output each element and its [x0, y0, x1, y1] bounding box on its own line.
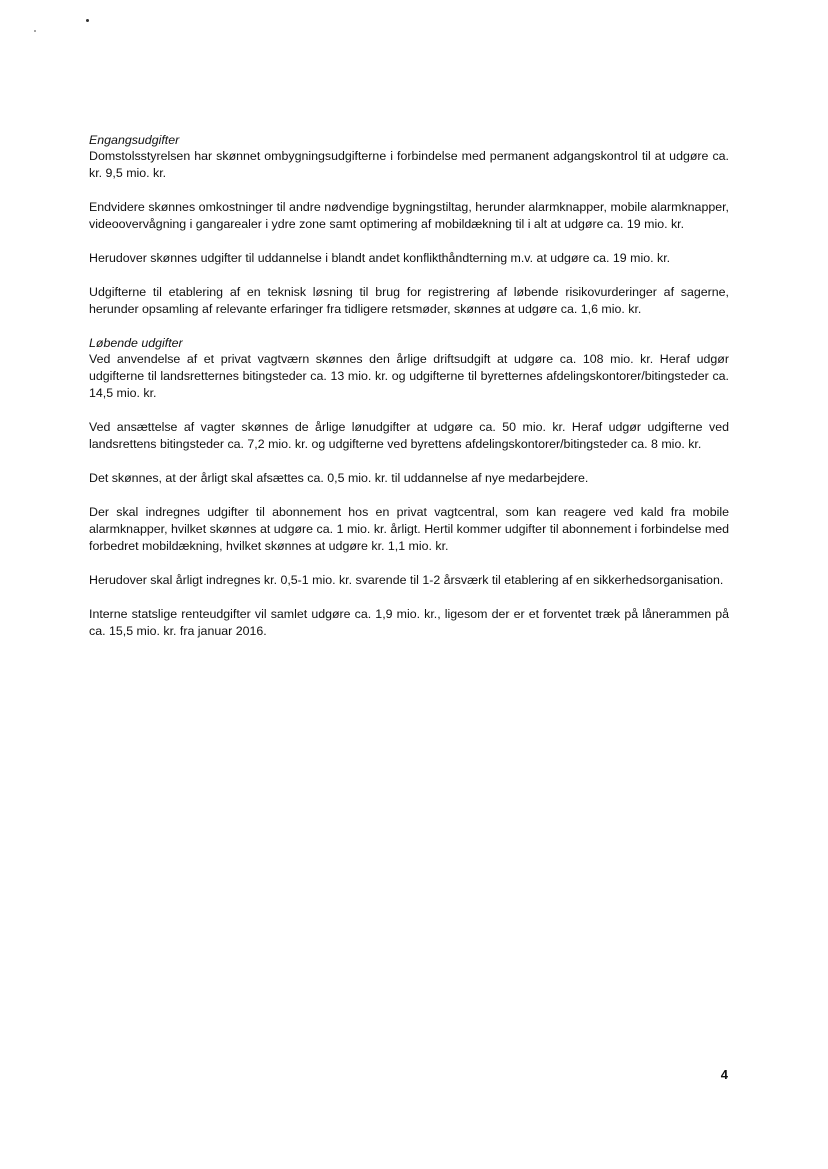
- paragraph: Det skønnes, at der årligt skal afsættes ca. 0,5 mio. kr. til uddannelse af nye medarbejdere.: [89, 471, 589, 485]
- paragraph: Interne statslige renteudgifter vil samlet udgøre ca. 1,9 mio. kr., ligesom der er et forventet træk på lånerammen på ca. 15,5 mio. kr. fra januar 2016.: [89, 607, 729, 638]
- paragraph: Herudover skønnes udgifter til uddannelse i blandt andet konflikthåndterning m.v. at udgøre ca. 19 mio. kr.: [89, 251, 671, 265]
- paragraph: Ved ansættelse af vagter skønnes de årlige lønudgifter at udgøre ca. 50 mio. kr. Heraf udgør udgifterne ved landsrettens bitingsteder ca. 7,2 mio. kr. og udgifterne ved byrettens afdelingskontorer/bitingsteder ca. 8 mio. kr.: [89, 420, 729, 451]
- section-heading-running-costs: Løbende udgifter: [89, 336, 183, 350]
- paragraph: Herudover skal årligt indregnes kr. 0,5-1 mio. kr. svarende til 1-2 årsværk til etablering af en sikkerhedsorganisation.: [89, 573, 724, 587]
- paragraph: Ved anvendelse af et privat vagtværn skønnes den årlige driftsudgift at udgøre ca. 108 mio. kr. Heraf udgør udgifterne til landsretternes bitingsteder ca. 13 mio. kr. og udgifterne til byretternes afdelingskontorer/bitingsteder ca. 14,5 mio. kr.: [89, 352, 729, 400]
- section-heading-one-off-costs: Engangsudgifter: [89, 133, 180, 147]
- paragraph: Udgifterne til etablering af en teknisk løsning til brug for registrering af løbende risikovurderinger af sagerne, herunder opsamling af relevante erfaringer fra tidligere retsmøder, skønnes at udgøre ca. 1,6 mio. kr.: [89, 285, 729, 316]
- paragraph: Der skal indregnes udgifter til abonnement hos en privat vagtcentral, som kan reagere ved kald fra mobile alarmknapper, hvilket skønnes at udgøre ca. 1 mio. kr. årligt. Hertil kommer udgifter til abonnement i forbindelse med forbedret mobildækning, hvilket skønnes at udgøre kr. 1,1 mio. kr.: [89, 505, 729, 553]
- paragraph: Endvidere skønnes omkostninger til andre nødvendige bygningstiltag, herunder alarmknapper, mobile alarmknapper, videoovervågning i gangarealer i ydre zone samt optimering af mobildækning til i alt at udgøre ca. 19 mio. kr.: [89, 200, 729, 231]
- paragraph: Domstolsstyrelsen har skønnet ombygningsudgifterne i forbindelse med permanent adgangskontrol til at udgøre ca. kr. 9,5 mio. kr.: [89, 149, 729, 180]
- scan-speck: [34, 30, 36, 32]
- page-number: 4: [720, 1067, 728, 1082]
- scan-speck: [86, 19, 89, 22]
- document-body: [89, 132, 729, 640]
